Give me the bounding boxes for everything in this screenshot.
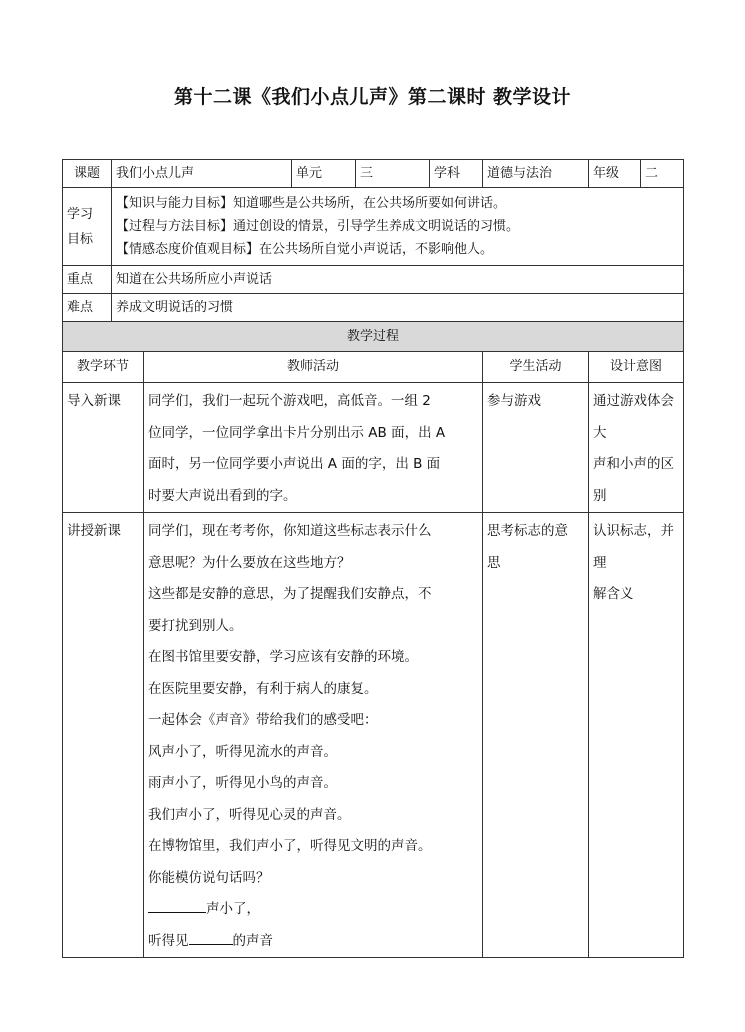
goals-row [63,188,684,266]
teacher-line: 同学们，我们一起玩个游戏吧，高低音。一组 2 [148,393,431,409]
stage-cell [63,513,144,958]
goals-label [63,188,112,266]
key-point-row [63,266,684,294]
intent-line: 解含义 [593,586,634,602]
column-student: 学生活动 [483,352,589,383]
teacher-line: 我们声小了，听得见心灵的声音。 [148,806,351,823]
fill-in-line-2 [148,926,478,958]
intent-line: 通过游戏体会大 [593,393,675,441]
difficulty-value: 养成文明说话的习惯 [112,294,684,322]
teacher-line: 时要大声说出看到的字。 [148,487,297,504]
fill-text: 声小了， [206,901,260,917]
course-label: 课题 [63,160,112,188]
goals-label-line-2: 目标 [67,231,94,247]
teacher-cell [144,513,483,958]
goals-content [112,188,684,266]
teacher-line: 在医院里要安静，有利于病人的康复。 [148,680,378,697]
grade-value: 二 [641,160,684,188]
goal-item: 【知识与能力目标】知道哪些是公共场所，在公共场所要如何讲话。 [116,196,507,211]
teacher-line: 你能模仿说句话吗？ [148,869,270,886]
teacher-line: 同学们，现在考考你，你知道这些标志表示什么 [148,523,432,539]
teacher-cell [144,383,483,513]
fill-text: 听得见 [148,932,189,949]
key-point-value: 知道在公共场所应小声说话 [112,266,684,294]
student-line: 思 [487,554,501,571]
teacher-line: 意思呢？为什么要放在这些地方？ [148,554,351,571]
teacher-line: 在博物馆里，我们声小了，听得见文明的声音。 [148,838,432,854]
stage-text: 导入新课 [67,393,121,409]
column-teacher: 教师活动 [144,352,483,383]
goals-label-line-1: 学习 [67,206,94,222]
difficulty-row [63,294,684,322]
unit-value: 三 [356,160,430,188]
teacher-line: 面时，另一位同学要小声说出 A 面的字，出 B 面 [148,456,441,472]
info-row [63,160,684,188]
intent-line: 声和小声的区别 [593,456,675,504]
teacher-line: 雨声小了，听得见小鸟的声音。 [148,775,337,791]
page-title: 第十二课《我们小点儿声》第二课时 教学设计 [173,86,572,108]
table-row [63,383,684,513]
process-header-row [63,322,684,352]
student-cell [483,383,589,513]
teacher-line: 风声小了，听得见流水的声音。 [148,743,337,760]
teacher-line: 一起体会《声音》带给我们的感受吧： [148,712,378,728]
stage-cell [63,383,144,513]
goal-item: 【情感态度价值观目标】在公共场所自觉小声说话，不影响他人。 [116,242,494,257]
subject-label: 学科 [430,160,483,188]
course-value: 我们小点儿声 [112,160,292,188]
intent-line: 认识标志，并理 [593,523,675,571]
process-columns-row [63,352,684,383]
difficulty-label: 难点 [63,294,112,322]
teacher-line: 要打扰到别人。 [148,617,243,634]
stage-text: 讲授新课 [67,523,121,539]
fill-blank [148,898,206,913]
teacher-line: 这些都是安静的意思，为了提醒我们安静点，不 [148,586,432,602]
fill-blank [189,930,233,945]
student-line: 思考标志的意 [487,523,569,539]
lesson-plan-table [62,159,684,958]
fill-in-line-1 [148,894,478,926]
teacher-line: 在图书馆里要安静，学习应该有安静的环境。 [148,649,418,665]
key-point-label: 重点 [63,266,112,294]
intent-cell [589,383,684,513]
teacher-line: 位同学，一位同学拿出卡片分别出示 AB 面，出 A [148,424,446,441]
grade-label: 年级 [589,160,641,188]
goal-item: 【过程与方法目标】通过创设的情景，引导学生养成文明说话的习惯。 [116,219,520,234]
fill-text: 的声音 [232,932,273,949]
process-header: 教学过程 [63,322,684,352]
unit-label: 单元 [292,160,356,188]
intent-cell [589,513,684,958]
table-row [63,513,684,958]
column-intent: 设计意图 [589,352,684,383]
subject-value: 道德与法治 [483,160,589,188]
student-text: 参与游戏 [487,393,542,409]
column-stage: 教学环节 [63,352,144,383]
student-cell [483,513,589,958]
